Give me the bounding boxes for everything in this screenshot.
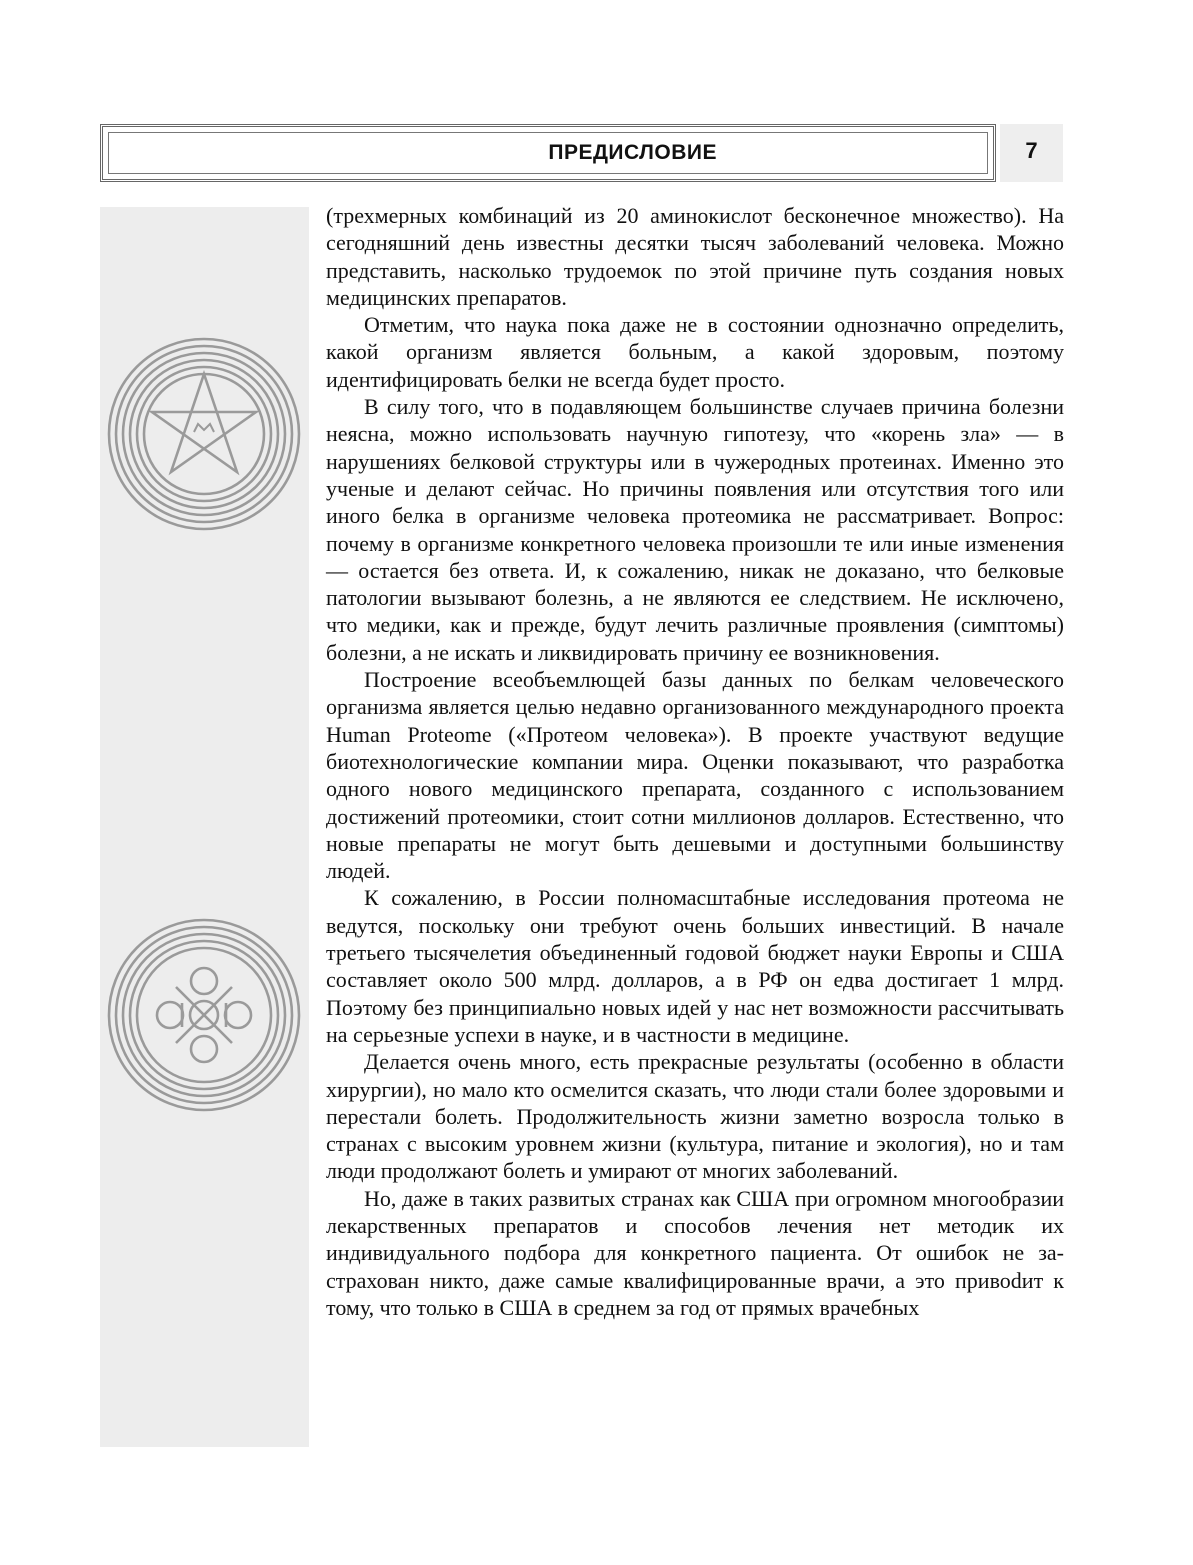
page-number: 7: [1025, 138, 1038, 163]
quatrefoil-concentric-circles-icon: [106, 917, 302, 1113]
paragraph: В силу того, что в подавляющем большинстве случаев причина болезни неясна, можно использовать научную гипотезу, что «корень зла» — в нарушениях белковой структуры или в чужеродных протеинах. Именно это ученые и делают сейчас. Но причины появления или отсутствия того или иного белка в организме человека протеомика не рассматривает. Вопрос: почему в организме конкретного человека произошли те или иные изменения — остается без ответа. И, к сожалению, никак не доказано, что белковые патологии вызывают болезнь, а не являются ее следствием. Не исключено, что медики, как и прежде, будут лечить различные проявления (симптомы) болезни, а не искать и ликвидировать причину ее возникновения.: [326, 394, 1064, 665]
paragraph: Отметим, что наука пока даже не в состоянии однозначно определить, какой организм является больным, а какой здоровым, поэтому идентифицировать белки не всегда будет просто.: [326, 312, 1064, 392]
chapter-header-frame: [100, 124, 996, 182]
paragraph: Построение всеобъемлющей базы данных по белкам человеческого организма является целью недавно организованного международного проекта Human Proteome («Протеом человека»). В проекте участвуют ведущие биотехнологические компании мира. Оценки показывают, что разработка одного нового медицинского препарата, созданного с использованием достижений протеомики, стоит сотни миллионов долларов. Естественно, что новые препараты не могут быть дешевыми и доступными большинству людей.: [326, 667, 1064, 884]
paragraph: К сожалению, в России полномасштабные исследования протеома не ведутся, поскольку они требуют очень больших инвестиций. В начале третьего тысячелетия объединенный годовой бюджет науки Европы и США составляет около 500 млрд. долларов, а в РФ он едва достигает 1 млрд. Поэтому без принципиально новых идей у нас нет возможности рассчитывать на серьезные успехи в науке, и в частности в медицине.: [326, 885, 1064, 1047]
page-number-box: [1000, 124, 1063, 182]
paragraph: (трехмерных комбинаций из 20 аминокислот бесконечное множество). На сегодняшний день известны десятки тысяч заболеваний человека. Можно представить, насколько трудоемок по этой причине путь создания новых медицинских препаратов.: [326, 203, 1064, 310]
paragraph: Но, даже в таких развитых странах как США при огромном многообразии лекарственных препаратов и способов лечения нет методик их индивидуального подбора для конкретного пациента. От ошибок не застрахован никто, даже самые квалифицированные врачи, а это привоdит к тому, что только в США в среднем за год от прямых врачебных: [326, 1185, 1064, 1320]
body-text: [326, 202, 1064, 1321]
chapter-title: ПРЕДИСЛОВИЕ: [548, 141, 717, 164]
paragraph: Делается очень много, есть прекрасные результаты (особенно в области хирургии), но мало кто осмелится сказать, что люди стали более здоровыми и перестали болеть. Продолжительность жизни заметно возросла только в странах с высоким уровнем жизни (культура, питание и экология), но и там люди продолжают болеть и умирают от многих заболеваний.: [326, 1049, 1064, 1184]
pentagram-concentric-circles-icon: [106, 336, 302, 532]
